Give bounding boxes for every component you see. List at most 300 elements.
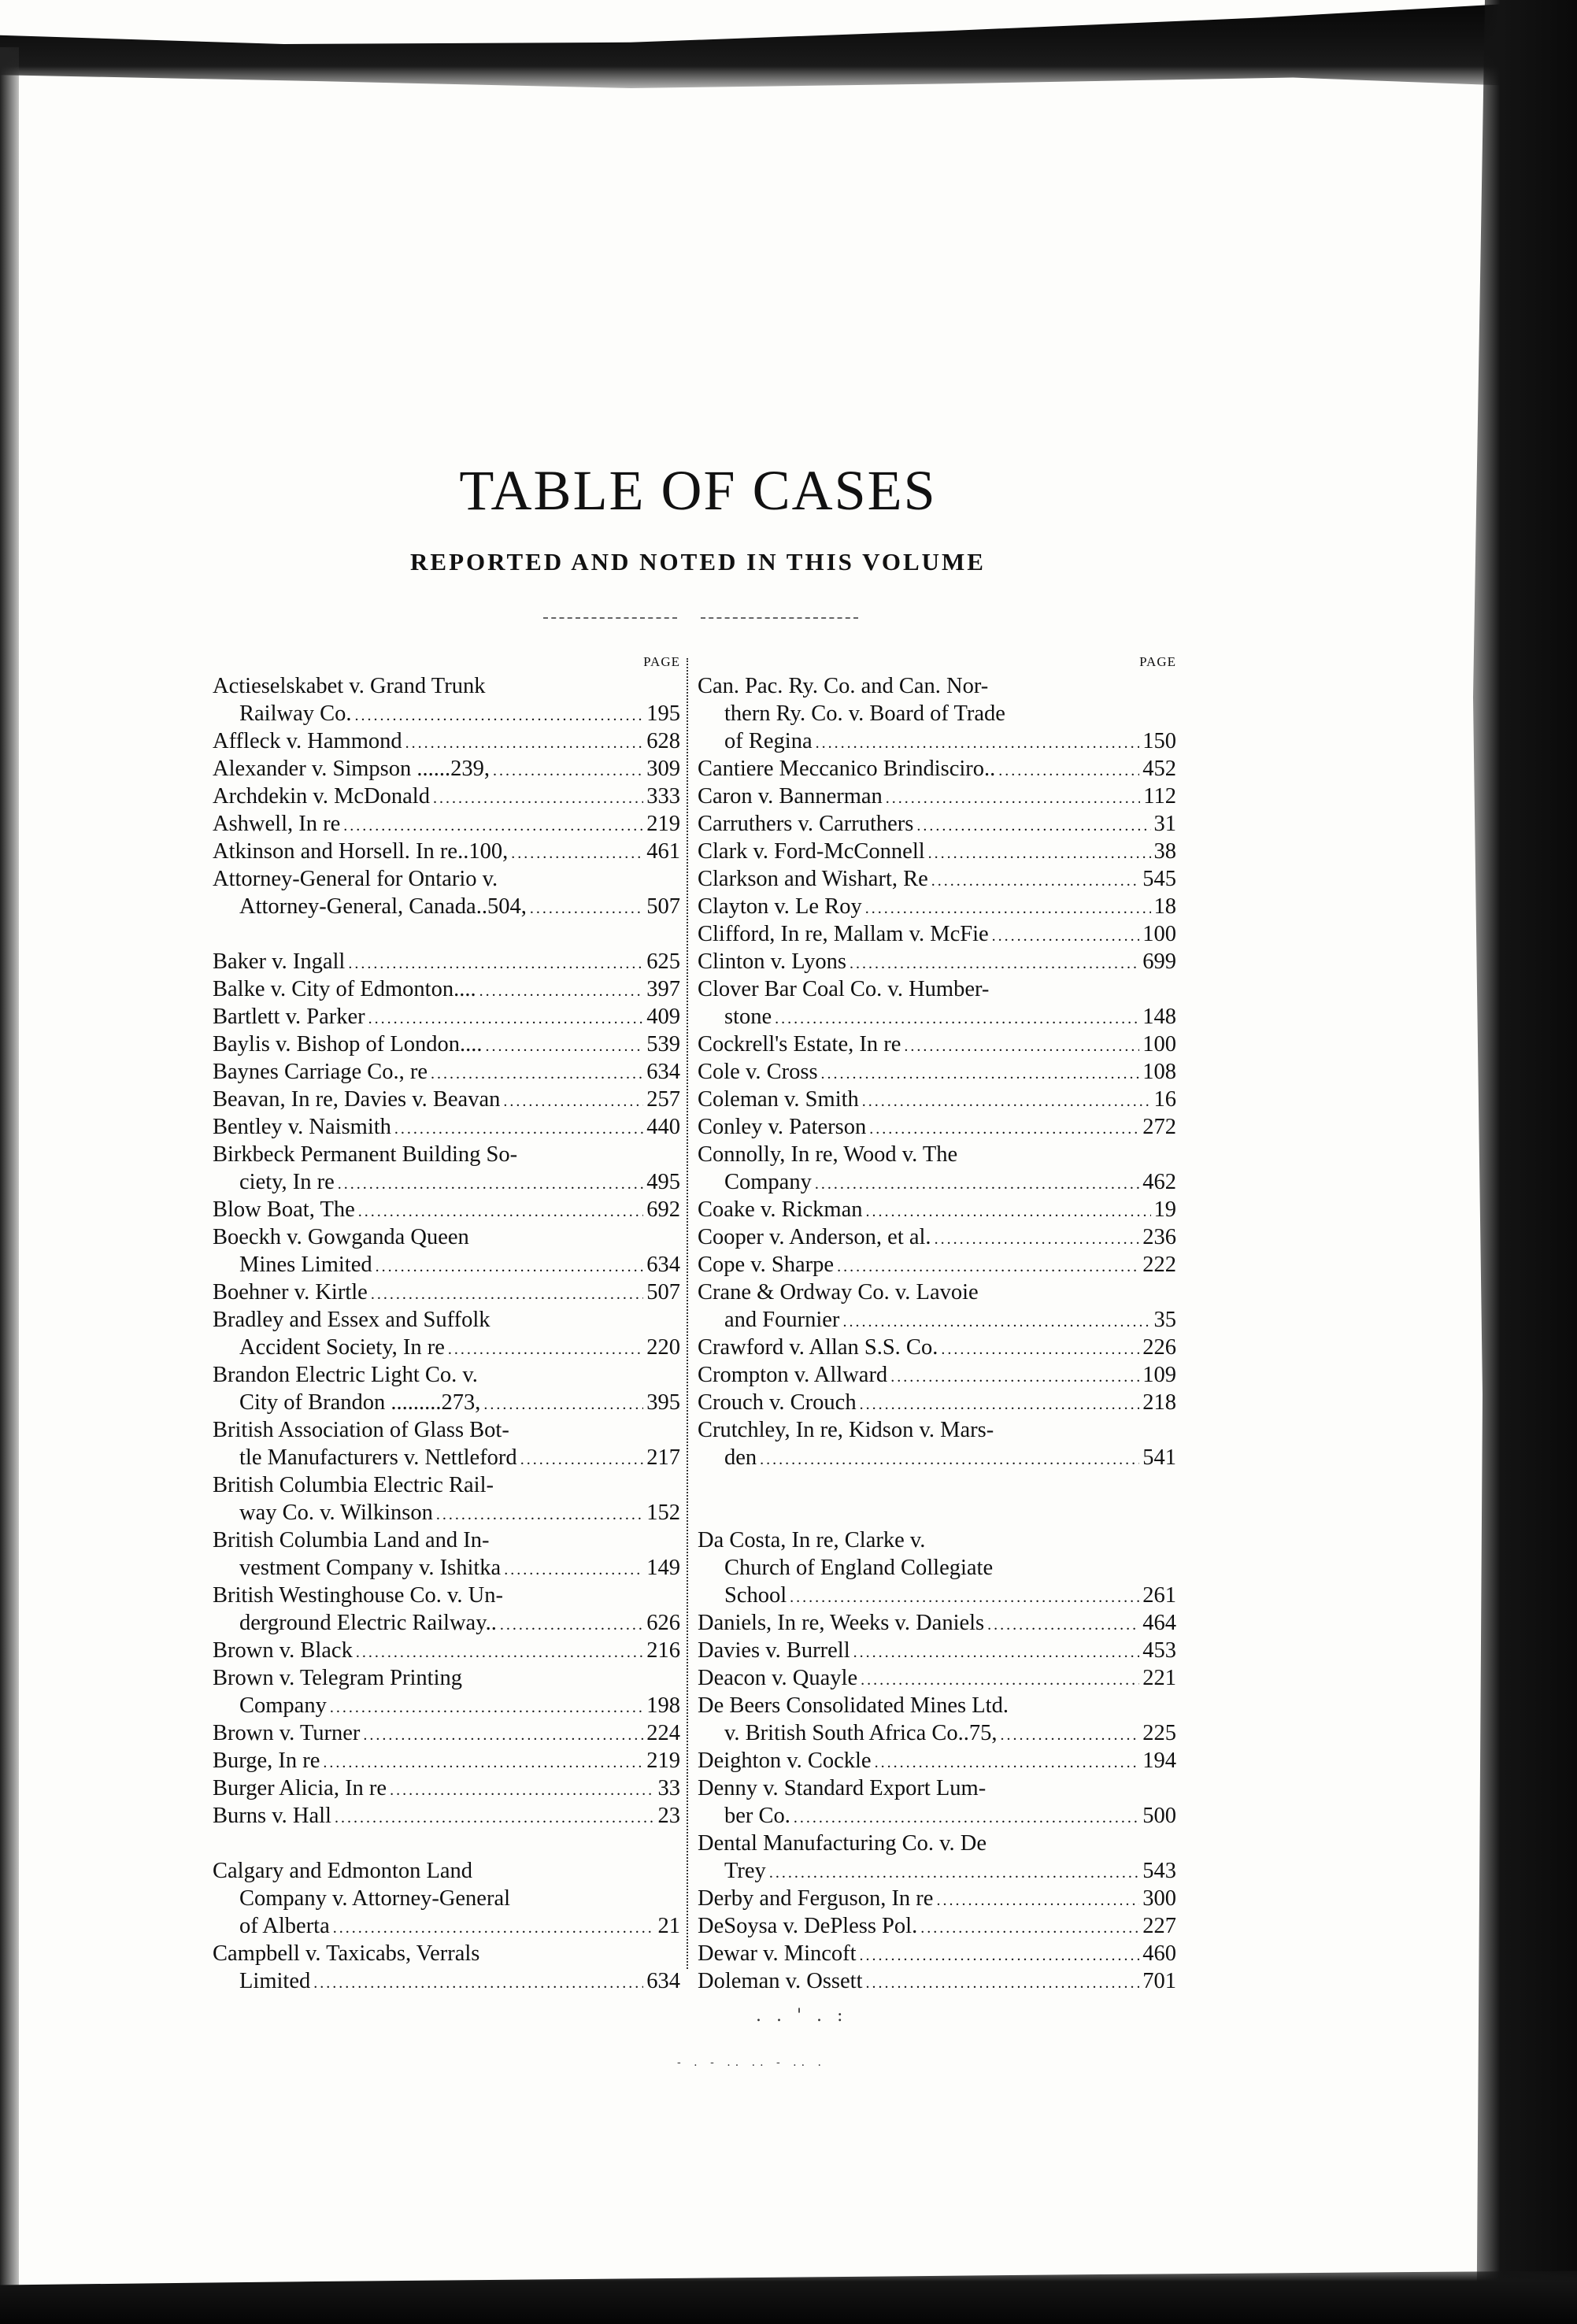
- page-number: 100: [1142, 1032, 1176, 1057]
- case-name: British Columbia Land and In-: [213, 1528, 490, 1552]
- case-name: of Alberta: [239, 1914, 330, 1938]
- page-number: 33: [657, 1776, 680, 1800]
- case-entry: [698, 810, 1176, 838]
- case-entry: [213, 1692, 680, 1719]
- page-number: 226: [1142, 1335, 1176, 1360]
- page-number: 23: [657, 1804, 680, 1828]
- case-name: and Fournier: [724, 1308, 840, 1332]
- case-entry: [698, 1086, 1176, 1113]
- case-entry: [213, 783, 680, 810]
- case-entry: [698, 1196, 1176, 1223]
- leader-dots: [355, 702, 644, 730]
- page-number: 219: [646, 812, 680, 836]
- leader-dots: [313, 1970, 643, 1997]
- case-entry: [213, 1499, 680, 1527]
- case-name: Crompton v. Allward: [698, 1363, 888, 1387]
- case-name: Clayton v. Le Roy: [698, 894, 862, 919]
- case-name: Ashwell, In re: [213, 812, 341, 836]
- page-column-label-right: PAGE: [1139, 654, 1176, 669]
- case-entry: [698, 727, 1176, 755]
- page-number: 195: [646, 701, 680, 726]
- page-number: 152: [646, 1501, 680, 1525]
- leader-dots: [860, 1942, 1140, 1970]
- case-name: DeSoysa v. DePless Pol.: [698, 1914, 918, 1938]
- leader-dots: [886, 785, 1141, 812]
- case-entry: [213, 1141, 680, 1168]
- case-name: Bradley and Essex and Suffolk: [213, 1308, 490, 1332]
- case-name: British Columbia Electric Rail-: [213, 1473, 494, 1497]
- leader-dots: [348, 950, 643, 978]
- leader-dots: [358, 1198, 643, 1226]
- case-entry: [698, 700, 1176, 727]
- case-name: Caron v. Bannerman: [698, 784, 883, 809]
- case-entry: [213, 1251, 680, 1279]
- entry-gap: [698, 1471, 1176, 1499]
- leader-dots: [987, 1612, 1139, 1639]
- leader-dots: [837, 1253, 1139, 1281]
- case-name: British Westinghouse Co. v. Un-: [213, 1583, 503, 1608]
- case-name: Attorney-General, Canada..504,: [239, 894, 527, 919]
- case-entry: [698, 1031, 1176, 1058]
- case-entry: [213, 1774, 680, 1802]
- case-name: Company: [239, 1693, 327, 1718]
- leader-dots: [390, 1777, 654, 1804]
- case-entry: [698, 948, 1176, 975]
- case-entry: [213, 1940, 680, 1967]
- case-entry: [213, 700, 680, 727]
- page-number: 261: [1142, 1583, 1176, 1608]
- case-entry: [698, 975, 1176, 1003]
- scan-border-right: [1459, 0, 1577, 2324]
- case-entry: [698, 1912, 1176, 1940]
- case-name: tle Manufacturers v. Nettleford: [239, 1445, 517, 1470]
- case-name: Birkbeck Permanent Building So-: [213, 1142, 518, 1167]
- case-name: Company: [724, 1170, 812, 1194]
- leader-dots: [875, 1749, 1140, 1777]
- page-title: TABLE OF CASES: [459, 459, 937, 522]
- page-number: 100: [1142, 922, 1176, 946]
- case-name: Crane & Ordway Co. v. Lavoie: [698, 1280, 979, 1304]
- case-entry: [698, 1168, 1176, 1196]
- right-entries: [698, 672, 1176, 1995]
- leader-dots: [931, 868, 1139, 895]
- leader-dots: [890, 1364, 1139, 1391]
- case-name: Balke v. City of Edmonton....: [213, 977, 476, 1001]
- case-name: Clover Bar Coal Co. v. Humber-: [698, 977, 990, 1001]
- right-column: [698, 652, 1176, 1995]
- case-name: Alexander v. Simpson ......239,: [213, 757, 490, 781]
- case-name: Railway Co.: [239, 701, 352, 726]
- leader-dots: [865, 1198, 1150, 1226]
- case-entry: [213, 1527, 680, 1554]
- case-name: Attorney-General for Ontario v.: [213, 867, 498, 891]
- case-entry: [213, 1637, 680, 1664]
- case-name: Clifford, In re, Mallam v. McFie: [698, 922, 989, 946]
- leader-dots: [850, 950, 1139, 978]
- page-number: 440: [646, 1115, 680, 1139]
- page-number: 272: [1142, 1115, 1176, 1139]
- case-entry: [213, 1747, 680, 1774]
- case-entry: [698, 838, 1176, 865]
- case-name: Deacon v. Quayle: [698, 1666, 858, 1690]
- leader-dots: [853, 1639, 1140, 1667]
- case-name: Calgary and Edmonton Land: [213, 1859, 473, 1883]
- case-entry: [698, 1664, 1176, 1692]
- case-entry: [698, 1719, 1176, 1747]
- case-name: Connolly, In re, Wood v. The: [698, 1142, 958, 1167]
- page-number: 507: [646, 1280, 680, 1304]
- case-entry: [698, 893, 1176, 920]
- leader-dots: [511, 840, 643, 868]
- leader-dots: [479, 978, 644, 1005]
- page-number: 227: [1142, 1914, 1176, 1938]
- case-entry: [213, 1031, 680, 1058]
- case-name: Company v. Attorney-General: [239, 1886, 511, 1911]
- case-name: Davies v. Burrell: [698, 1638, 850, 1663]
- leader-dots: [862, 1088, 1151, 1116]
- page-number: 634: [646, 1969, 680, 1993]
- page-number: 545: [1142, 867, 1176, 891]
- case-name: den: [724, 1445, 757, 1470]
- case-name: Trey: [724, 1859, 766, 1883]
- leader-dots: [842, 1308, 1150, 1336]
- leader-dots: [530, 895, 643, 923]
- case-entry: [213, 1912, 680, 1940]
- leader-dots: [363, 1722, 643, 1749]
- case-name: ciety, In re: [239, 1170, 335, 1194]
- case-name: Brown v. Black: [213, 1638, 353, 1663]
- case-name: Burge, In re: [213, 1749, 320, 1773]
- case-name: thern Ry. Co. v. Board of Trade: [724, 701, 1005, 726]
- leader-dots: [483, 1391, 643, 1419]
- case-entry: [213, 948, 680, 975]
- case-entry: [213, 1389, 680, 1416]
- page-number: 225: [1142, 1721, 1176, 1745]
- case-name: Actieselskabet v. Grand Trunk: [213, 674, 486, 698]
- case-name: Cope v. Sharpe: [698, 1253, 835, 1277]
- case-entry: [698, 1361, 1176, 1389]
- case-entry: [213, 975, 680, 1003]
- case-name: Da Costa, In re, Clarke v.: [698, 1528, 926, 1552]
- page-number: 38: [1153, 839, 1176, 864]
- case-name: Brown v. Telegram Printing: [213, 1666, 463, 1690]
- case-entry: [213, 1086, 680, 1113]
- page-number: 701: [1142, 1969, 1176, 1993]
- page-number: 397: [646, 977, 680, 1001]
- case-name: Daniels, In re, Weeks v. Daniels: [698, 1611, 985, 1635]
- case-entry: [698, 865, 1176, 893]
- leader-dots: [504, 1556, 643, 1584]
- page-number: 220: [646, 1335, 680, 1360]
- case-entry: [213, 865, 680, 893]
- case-entry: [698, 1416, 1176, 1444]
- leader-dots: [815, 1171, 1139, 1198]
- case-entry: [698, 1223, 1176, 1251]
- case-entry: [213, 810, 680, 838]
- case-name: Limited: [239, 1969, 311, 1993]
- left-entries: [213, 672, 680, 1995]
- page-number: 35: [1153, 1308, 1176, 1332]
- case-name: Baker v. Ingall: [213, 949, 346, 974]
- case-name: Campbell v. Taxicabs, Verrals: [213, 1941, 480, 1966]
- case-name: Baynes Carriage Co., re: [213, 1060, 428, 1084]
- case-name: Clarkson and Wishart, Re: [698, 867, 928, 891]
- case-entry: [698, 1885, 1176, 1912]
- case-name: Bentley v. Naismith: [213, 1115, 391, 1139]
- case-entry: [698, 1747, 1176, 1774]
- case-name: way Co. v. Wilkinson: [239, 1501, 433, 1525]
- case-entry: [213, 1471, 680, 1499]
- case-entry: [213, 1003, 680, 1031]
- case-entry: [213, 1279, 680, 1306]
- case-entry: [698, 1141, 1176, 1168]
- case-entry: [698, 1113, 1176, 1141]
- case-name: Dental Manufacturing Co. v. De: [698, 1831, 987, 1856]
- leader-dots: [338, 1171, 643, 1198]
- case-name: vestment Company v. Ishitka: [239, 1556, 502, 1580]
- page-number: 109: [1142, 1363, 1176, 1387]
- leader-dots: [904, 1033, 1139, 1060]
- case-entry: [698, 1003, 1176, 1031]
- case-name: Denny v. Standard Export Lum-: [698, 1776, 987, 1800]
- case-name: Conley v. Paterson: [698, 1115, 867, 1139]
- case-entry: [213, 1416, 680, 1444]
- title-rule-left: [543, 617, 677, 619]
- page-number: 300: [1142, 1886, 1176, 1911]
- case-entry: [213, 755, 680, 783]
- leader-dots: [520, 1446, 644, 1474]
- page-number: 217: [646, 1445, 680, 1470]
- page-subtitle: REPORTED AND NOTED IN THIS VOLUME: [410, 548, 986, 575]
- case-name: Crouch v. Crouch: [698, 1390, 857, 1415]
- leader-dots: [861, 1667, 1139, 1694]
- page-number: 218: [1142, 1390, 1176, 1415]
- page-number: 541: [1142, 1445, 1176, 1470]
- page-number: 108: [1142, 1060, 1176, 1084]
- leader-dots: [503, 1088, 643, 1116]
- case-name: stone: [724, 1005, 772, 1029]
- case-name: Cantiere Meccanico Brindisciro..: [698, 757, 996, 781]
- page-number: 539: [646, 1032, 680, 1057]
- case-name: British Association of Glass Bot-: [213, 1418, 509, 1442]
- leader-dots: [335, 1804, 655, 1832]
- leader-dots: [860, 1391, 1140, 1419]
- page-number: 460: [1142, 1941, 1176, 1966]
- leader-dots: [935, 1226, 1140, 1253]
- case-entry: [213, 1444, 680, 1471]
- page-number: 543: [1142, 1859, 1176, 1883]
- leader-dots: [865, 895, 1151, 923]
- leader-dots: [368, 1005, 644, 1033]
- column-divider: [687, 658, 688, 1969]
- leader-dots: [356, 1639, 643, 1667]
- case-entry: [698, 920, 1176, 948]
- case-name: Crawford v. Allan S.S. Co.: [698, 1335, 938, 1360]
- entry-gap: [213, 920, 680, 948]
- case-entry: [213, 1719, 680, 1747]
- page-number: 452: [1142, 757, 1176, 781]
- case-name: Cole v. Cross: [698, 1060, 818, 1084]
- case-name: Derby and Ferguson, In re: [698, 1886, 934, 1911]
- case-entry: [213, 1885, 680, 1912]
- case-entry: [698, 1058, 1176, 1086]
- case-entry: [213, 1196, 680, 1223]
- page-number: 333: [646, 784, 680, 809]
- case-entry: [213, 727, 680, 755]
- case-entry: [698, 1967, 1176, 1995]
- case-entry: [698, 1554, 1176, 1582]
- title-rule-right: [701, 617, 858, 619]
- case-entry: [213, 1058, 680, 1086]
- leader-dots: [376, 1253, 644, 1281]
- scan-border-left: [0, 47, 19, 2324]
- case-name: Doleman v. Ossett: [698, 1969, 863, 1993]
- case-name: Carruthers v. Carruthers: [698, 812, 914, 836]
- case-entry: [213, 672, 680, 700]
- leader-dots: [343, 812, 643, 840]
- case-name: Dewar v. Mincoft: [698, 1941, 857, 1966]
- page-number: 219: [646, 1749, 680, 1773]
- case-name: Beavan, In re, Davies v. Beavan: [213, 1087, 501, 1112]
- leader-dots: [486, 1033, 644, 1060]
- page-number: 148: [1142, 1005, 1176, 1029]
- page-column-label-left: PAGE: [643, 654, 680, 669]
- leader-dots: [330, 1694, 643, 1722]
- case-name: City of Brandon .........273,: [239, 1390, 481, 1415]
- case-entry: [213, 1609, 680, 1637]
- case-name: of Regina: [724, 729, 813, 753]
- case-name: School: [724, 1583, 787, 1608]
- case-entry: [698, 755, 1176, 783]
- case-entry: [698, 1802, 1176, 1830]
- page-number: 221: [1142, 1666, 1176, 1690]
- scan-border-bottom: [0, 2253, 1577, 2324]
- case-name: Archdekin v. McDonald: [213, 784, 430, 809]
- leader-dots: [866, 1970, 1140, 1997]
- case-entry: [213, 1967, 680, 1995]
- page-number: 692: [646, 1197, 680, 1222]
- page-number: 194: [1142, 1749, 1176, 1773]
- page-number: 626: [646, 1611, 680, 1635]
- case-entry: [213, 893, 680, 920]
- leader-dots: [794, 1804, 1139, 1832]
- leader-dots: [775, 1005, 1139, 1033]
- page-number: 21: [657, 1914, 680, 1938]
- page-number: 395: [646, 1390, 680, 1415]
- case-name: Atkinson and Horsell. In re..100,: [213, 839, 509, 864]
- page-number: 507: [646, 894, 680, 919]
- case-entry: [213, 1664, 680, 1692]
- leader-dots: [992, 923, 1140, 950]
- case-name: derground Electric Railway..: [239, 1611, 497, 1635]
- case-name: Brandon Electric Light Co. v.: [213, 1363, 478, 1387]
- case-entry: [213, 1554, 680, 1582]
- case-name: Burns v. Hall: [213, 1804, 331, 1828]
- scan-speck-marks: - . - .. .. - .. .: [677, 2056, 826, 2069]
- page-number: 216: [646, 1638, 680, 1663]
- page-number: 628: [646, 729, 680, 753]
- case-name: Affleck v. Hammond: [213, 729, 402, 753]
- case-entry: [213, 1223, 680, 1251]
- page-number: 495: [646, 1170, 680, 1194]
- page-number: 257: [646, 1087, 680, 1112]
- case-name: Baylis v. Bishop of London....: [213, 1032, 483, 1057]
- case-name: ber Co.: [724, 1804, 790, 1828]
- case-entry: [698, 783, 1176, 810]
- leader-dots: [493, 757, 643, 785]
- case-entry: [698, 1251, 1176, 1279]
- case-entry: [698, 1774, 1176, 1802]
- case-name: Church of England Collegiate: [724, 1556, 994, 1580]
- leader-dots: [821, 1060, 1140, 1088]
- page-number: 699: [1142, 949, 1176, 974]
- page-number: 224: [646, 1721, 680, 1745]
- case-name: Deighton v. Cockle: [698, 1749, 872, 1773]
- leader-dots: [928, 840, 1151, 868]
- case-entry: [213, 1113, 680, 1141]
- page-number: 150: [1142, 729, 1176, 753]
- case-entry: [213, 1334, 680, 1361]
- case-entry: [213, 1582, 680, 1609]
- left-column: [213, 652, 680, 1995]
- case-name: v. British South Africa Co..75,: [724, 1721, 998, 1745]
- leader-dots: [371, 1281, 643, 1308]
- case-name: Coleman v. Smith: [698, 1087, 859, 1112]
- page-number: 236: [1142, 1225, 1176, 1249]
- scan-border-top: [0, 0, 1577, 88]
- leader-dots: [920, 1915, 1139, 1942]
- page-number: 16: [1153, 1087, 1176, 1112]
- case-entry: [213, 1361, 680, 1389]
- case-name: Clinton v. Lyons: [698, 949, 846, 974]
- leader-dots: [869, 1116, 1139, 1143]
- case-name: Crutchley, In re, Kidson v. Mars-: [698, 1418, 994, 1442]
- page-number: 112: [1143, 784, 1176, 809]
- case-name: Coake v. Rickman: [698, 1197, 863, 1222]
- page-number: 149: [646, 1556, 680, 1580]
- case-entry: [213, 1306, 680, 1334]
- case-entry: [698, 1334, 1176, 1361]
- leader-dots: [394, 1116, 643, 1143]
- leader-dots: [1000, 1722, 1139, 1749]
- page-number: 464: [1142, 1611, 1176, 1635]
- case-name: Burger Alicia, In re: [213, 1776, 387, 1800]
- entry-gap: [213, 1830, 680, 1857]
- leader-dots: [431, 1060, 643, 1088]
- page-number: 18: [1153, 894, 1176, 919]
- leader-dots: [448, 1336, 643, 1364]
- case-name: Mines Limited: [239, 1253, 372, 1277]
- case-entry: [698, 1389, 1176, 1416]
- case-name: Blow Boat, The: [213, 1197, 355, 1222]
- leader-dots: [760, 1446, 1139, 1474]
- leader-dots: [333, 1915, 655, 1942]
- page-number: 409: [646, 1005, 680, 1029]
- page-number: 634: [646, 1253, 680, 1277]
- leader-dots: [916, 812, 1150, 840]
- case-entry: [698, 1830, 1176, 1857]
- case-entry: [698, 1444, 1176, 1471]
- case-name: Can. Pac. Ry. Co. and Can. Nor-: [698, 674, 989, 698]
- leader-dots: [936, 1887, 1139, 1915]
- case-name: Clark v. Ford-McConnell: [698, 839, 925, 864]
- case-entry: [213, 1802, 680, 1830]
- page-number: 500: [1142, 1804, 1176, 1828]
- leader-dots: [500, 1612, 643, 1639]
- leader-dots: [436, 1501, 643, 1529]
- case-entry: [698, 1306, 1176, 1334]
- case-entry: [213, 1168, 680, 1196]
